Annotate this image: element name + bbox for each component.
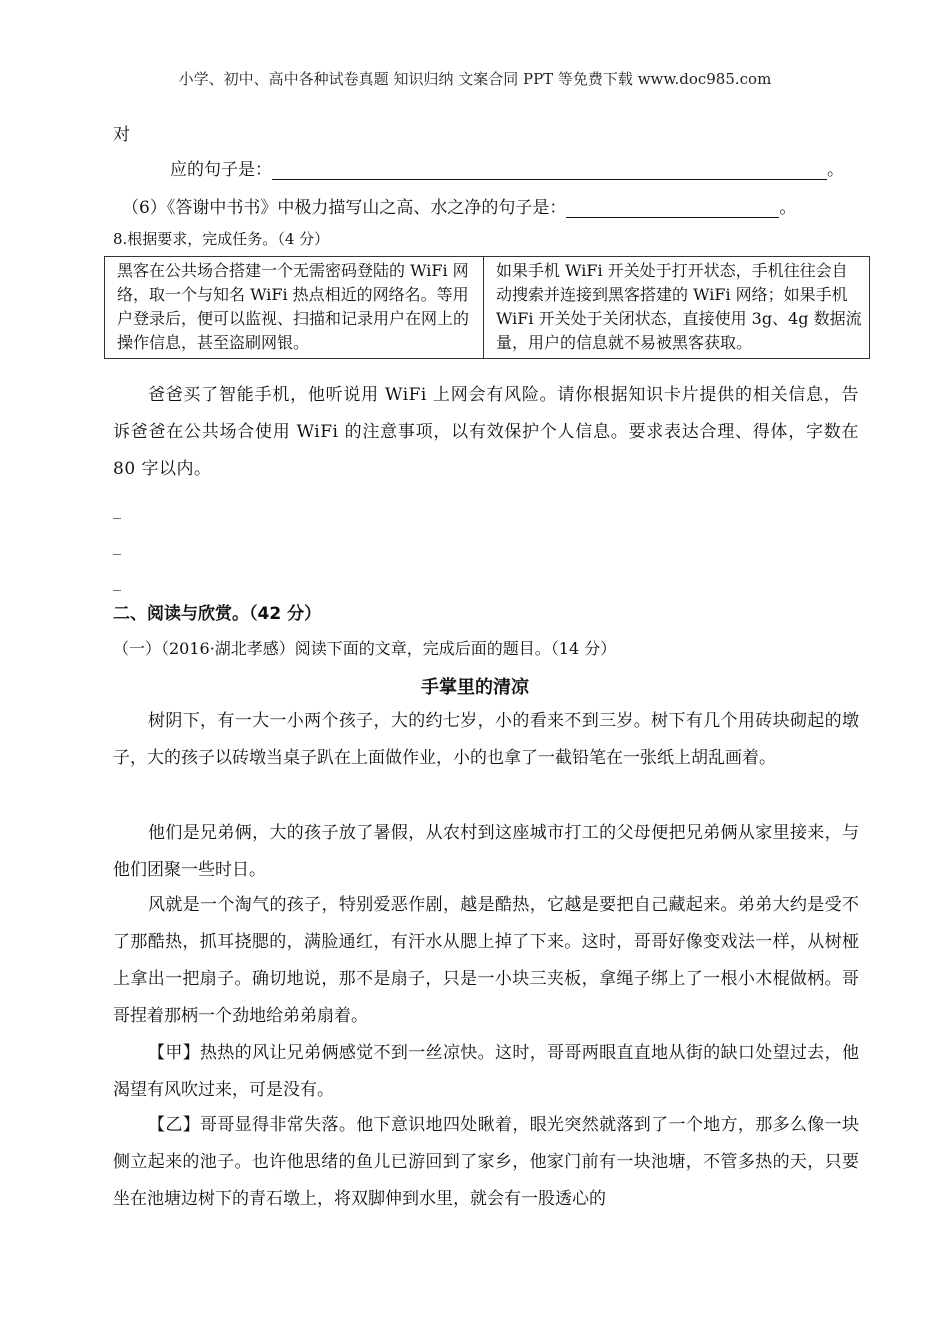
answer-blank[interactable] [272, 161, 827, 180]
article-paragraph-1: 树阴下，有一大一小两个孩子，大的约七岁，小的看来不到三岁。树下有几个用砖块砌起的墩子，大的孩子以砖墩当桌子趴在上面做作业，小的也拿了一截铅笔在一张纸上胡乱画着。 [113, 711, 859, 768]
q7-line6-end: 。 [779, 198, 797, 218]
q7-answer-line-5 [170, 155, 844, 180]
knowledge-cards [104, 256, 870, 359]
card-left: 黑客在公共场合搭建一个无需密码登陆的 WiFi 网络，取一个与知名 WiFi 热点相近的网络名。等用户登录后，便可以监视、扫描和记录用户在网上的操作信息，甚至盗刷网银。 [105, 257, 484, 359]
q8-task: 爸爸买了智能手机，他听说用 WiFi 上网会有风险。请你根据知识卡片提供的相关信息，告诉爸爸在公共场合使用 WiFi 的注意事项，以有效保护个人信息。要求表达合理、得体，字数在 80 字以内。 [113, 385, 859, 479]
article-paragraph-3: 风就是一个淘气的孩子，特别爱恶作剧，越是酷热，它越是要把自己藏起来。弟弟大约是受不了那酷热，抓耳挠腮的，满脸通红，有汗水从腮上掉了下来。这时，哥哥好像变戏法一样，从树桠上拿出一把扇子。确切地说，那不是扇子，只是一小块三夹板，拿绳子绑上了一根小木棍做柄。哥哥捏着那柄一个劲地给弟弟扇着。 [113, 895, 859, 1026]
answer-blank[interactable] [566, 199, 779, 218]
answer-line-1[interactable]: _ [113, 500, 121, 519]
q8-title: 8.根据要求，完成任务。（4 分） [113, 230, 330, 248]
q7-line5-label: 应的句子是： [170, 160, 272, 180]
article-paragraph-4: 【甲】热热的风让兄弟俩感觉不到一丝凉快。这时，哥哥两眼直直地从街的缺口处望过去，他渴望有风吹过来，可是没有。 [113, 1043, 859, 1100]
q7-line6-label: （6）《答谢中书书》中极力描写山之高、水之净的句子是： [122, 198, 567, 218]
q7-question-6 [122, 193, 796, 218]
article-paragraph-5: 【乙】哥哥显得非常失落。他下意识地四处瞅着，眼光突然就落到了一个地方，那多么像一块侧立起来的池子。也许他思绪的鱼儿已游回到了家乡，他家门前有一块池塘，不管多热的天，只要坐在池塘边树下的青石墩上，将双脚伸到水里，就会有一股透心的 [113, 1115, 859, 1209]
card-right: 如果手机 WiFi 开关处于打开状态，手机往往会自动搜索并连接到黑客搭建的 WiFi 网络；如果手机 WiFi 开关处于关闭状态，直接使用 3g、4g 数据流量，用户的信息就不易被黑客获取。 [484, 257, 870, 359]
section-subheading: （一）（2016·湖北孝感）阅读下面的文章，完成后面的题目。（14 分） [113, 639, 617, 658]
section-heading: 二、阅读与欣赏。（42 分） [113, 604, 322, 624]
q7-fragment: 对 [113, 125, 130, 145]
answer-line-3[interactable]: _ [113, 572, 121, 591]
article-title: 手掌里的清凉 [421, 677, 529, 698]
q7-line5-end: 。 [827, 160, 844, 180]
article-paragraph-2: 他们是兄弟俩，大的孩子放了暑假，从农村到这座城市打工的父母便把兄弟俩从家里接来，与他们团聚一些时日。 [113, 823, 859, 880]
answer-line-2[interactable]: _ [113, 536, 121, 555]
page-header: 小学、初中、高中各种试卷真题 知识归纳 文案合同 PPT 等免费下载 www.doc985.com [178, 70, 772, 88]
